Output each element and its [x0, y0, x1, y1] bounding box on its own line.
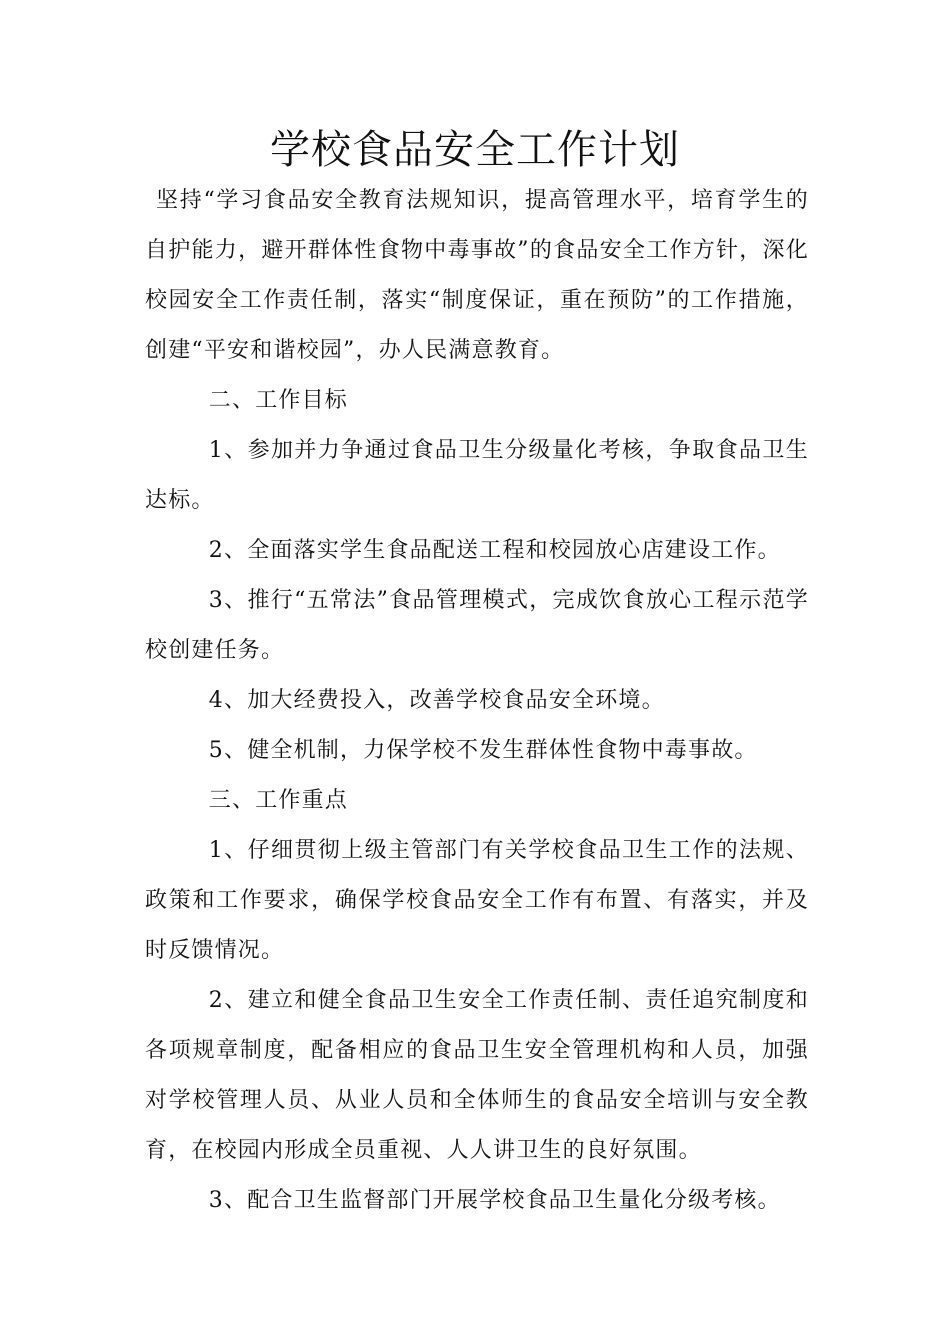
paragraph-goal-1: 1、参加并力争通过食品卫生分级量化考核，争取食品卫生达标。 [145, 438, 809, 513]
paragraph-goal-4: 4、加大经费投入，改善学校食品安全环境。 [208, 688, 665, 713]
paragraph-focus-2: 2、建立和健全食品卫生安全工作责任制、责任追究制度和各项规章制度，配备相应的食品卫生安全管理机构和人员，加强对学校管理人员、从业人员和全体师生的食品安全培训与安全教育，在校园内形成全员重视、人人讲卫生的良好氛围。 [145, 988, 809, 1163]
document-body [145, 176, 809, 1226]
paragraph-goal-5: 5、健全机制，力保学校不发生群体性食物中毒事故。 [208, 738, 758, 763]
paragraph-focus-3: 3、配合卫生监督部门开展学校食品卫生量化分级考核。 [208, 1188, 781, 1213]
section-heading-focus: 三、工作重点 [208, 788, 348, 813]
section-heading-goals: 二、工作目标 [208, 388, 348, 413]
paragraph-intro: 坚持“学习食品安全教育法规知识，提高管理水平，培育学生的自护能力，避开群体性食物中毒事故”的食品安全工作方针，深化校园安全工作责任制，落实“制度保证，重在预防”的工作措施，创建“平安和谐校园”，办人民满意教育。 [145, 188, 809, 363]
paragraph-goal-3: 3、推行“五常法”食品管理模式，完成饮食放心工程示范学校创建任务。 [145, 588, 809, 663]
paragraph-goal-2: 2、全面落实学生食品配送工程和校园放心店建设工作。 [208, 538, 781, 563]
document-title: 学校食品安全工作计划 [270, 127, 680, 173]
paragraph-focus-1: 1、仔细贯彻上级主管部门有关学校食品卫生工作的法规、政策和工作要求，确保学校食品安全工作有布置、有落实，并及时反馈情况。 [145, 838, 809, 963]
